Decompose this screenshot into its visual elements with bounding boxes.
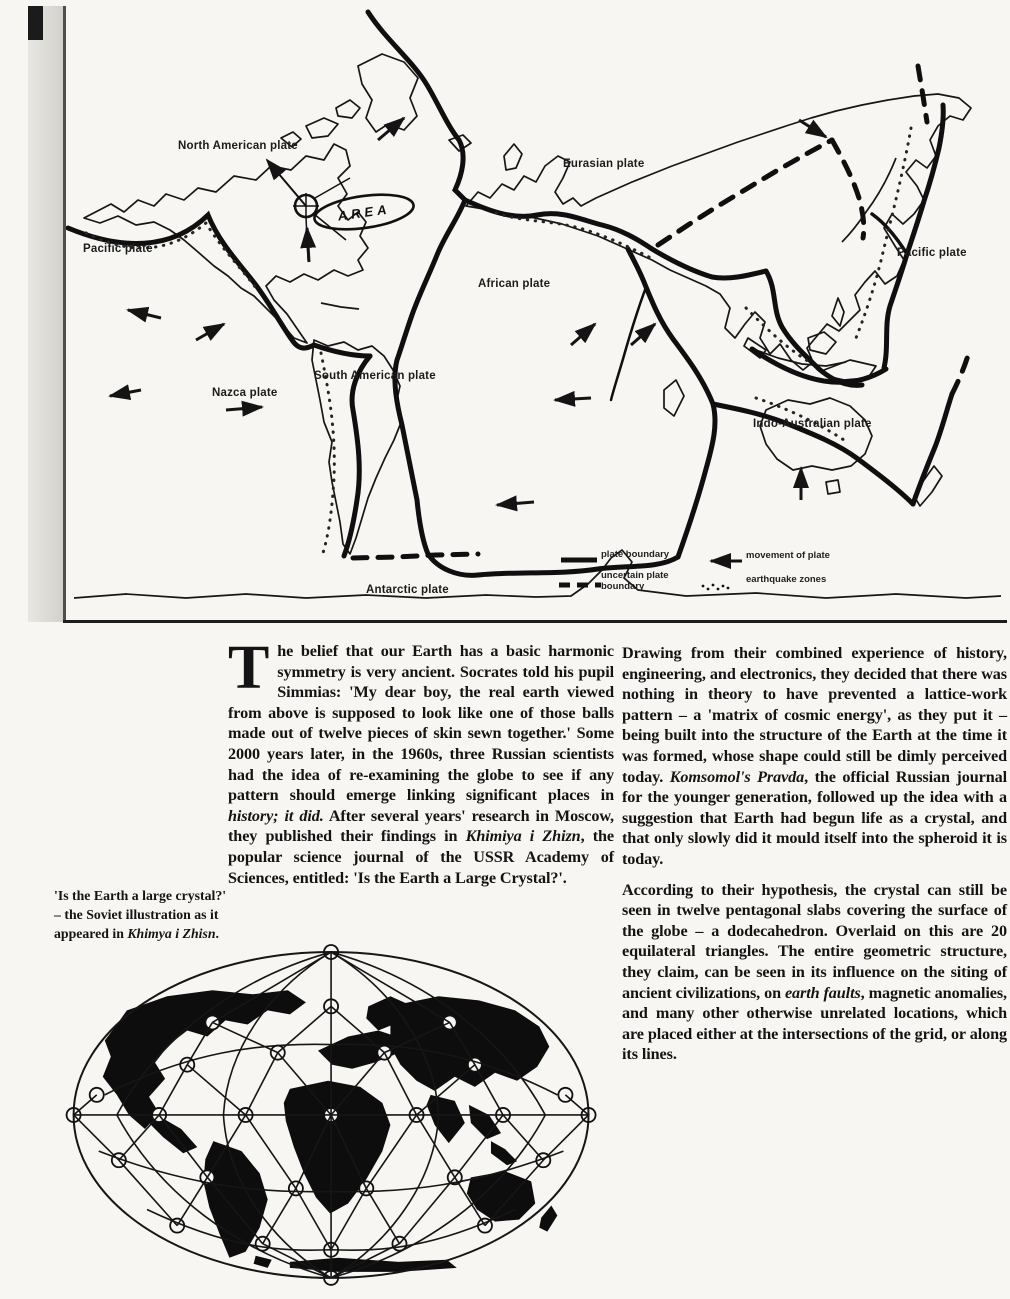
scan-edge-strip xyxy=(28,6,64,622)
plate-boundaries xyxy=(68,12,952,575)
article-column-2 xyxy=(622,643,1007,1075)
map-frame-bottom xyxy=(63,620,1007,623)
earthquake-zones-stipple xyxy=(86,128,911,556)
label-pacific-plate-left: Pacific plate xyxy=(83,243,153,255)
article-column-1 xyxy=(228,634,615,898)
paragraph: Drawing from their combined experience of history, engineering, and electronics, they decided that there was nothing in theory to have prevented a lattice-work pattern – a 'matrix of cosmic energy', as they put it – being built into the structure of the Earth at the time it was formed, whose shape could still be dimly perceived today. Komsomol's Pravda, the official Russian journal for the younger generation, followed up the idea with a suggestion that Earth had begun life as a crystal, and that only slowly did it mould itself into the spheroid it is today. xyxy=(622,644,1007,868)
label-eurasian-plate: Eurasian plate xyxy=(563,158,645,170)
scan-corner-mark xyxy=(28,6,43,40)
label-north-american-plate: North American plate xyxy=(178,140,298,152)
label-pacific-plate-right: Pacific plate xyxy=(897,247,967,259)
illustration-caption: 'Is the Earth a large crystal?' – the Soviet illustration as it appeared in Khimya i Zhisn. xyxy=(54,888,227,941)
area-annotation-text: AREA xyxy=(336,201,392,224)
legend-plate-boundary: plate boundary xyxy=(601,549,670,560)
tectonic-plate-map xyxy=(66,8,1005,620)
legend-earthquake-zones: earthquake zones xyxy=(746,574,827,585)
legend-movement-of-plate: movement of plate xyxy=(746,550,830,561)
label-antarctic-plate: Antarctic plate xyxy=(366,584,449,596)
label-indo-australian-plate: Indo-Australian plate xyxy=(753,418,872,430)
paragraph: The belief that our Earth has a basic harmonic symmetry is very ancient. Socrates told his pupil Simmias: 'My dear boy, the real earth viewed from above is supposed to look like one of those balls made out of twelve pieces of skin sewn together.' Some 2000 years later, in the 1960s, three Russian scientists had the idea of re-examining the globe to see if any pattern should emerge linking significant places in history; it did. After several years' research in Moscow, they published their findings in Khimiya i Zhizn, the popular science journal of the USSR Academy of Sciences, entitled: 'Is the Earth a Large Crystal?'. xyxy=(228,634,615,887)
label-nazca-plate: Nazca plate xyxy=(212,387,278,399)
uncertain-boundaries xyxy=(353,66,969,558)
label-south-american-plate: South American plate xyxy=(314,370,436,382)
drop-cap: T xyxy=(228,634,270,702)
plate-movement-arrows xyxy=(110,118,826,505)
world-grid-globe xyxy=(36,944,602,1294)
coastlines xyxy=(74,54,1001,598)
label-african-plate: African plate xyxy=(478,278,551,290)
legend-uncertain-plate-boundary: uncertain plate boundary xyxy=(601,570,669,592)
paragraph: According to their hypothesis, the crystal can still be seen in twelve pentagonal slabs covering the surface of the globe – a dodecahedron. Overlaid on this are 20 equilateral triangles. The entire geometric structure, they claim, can be seen in its influence on the siting of ancient civilizations, on earth faults, magnetic anomalies, and many other otherwise unrelated locations, which are placed either at the intersections of the grid, or along its lines. xyxy=(622,880,1007,1064)
globe-grid xyxy=(74,952,589,1278)
